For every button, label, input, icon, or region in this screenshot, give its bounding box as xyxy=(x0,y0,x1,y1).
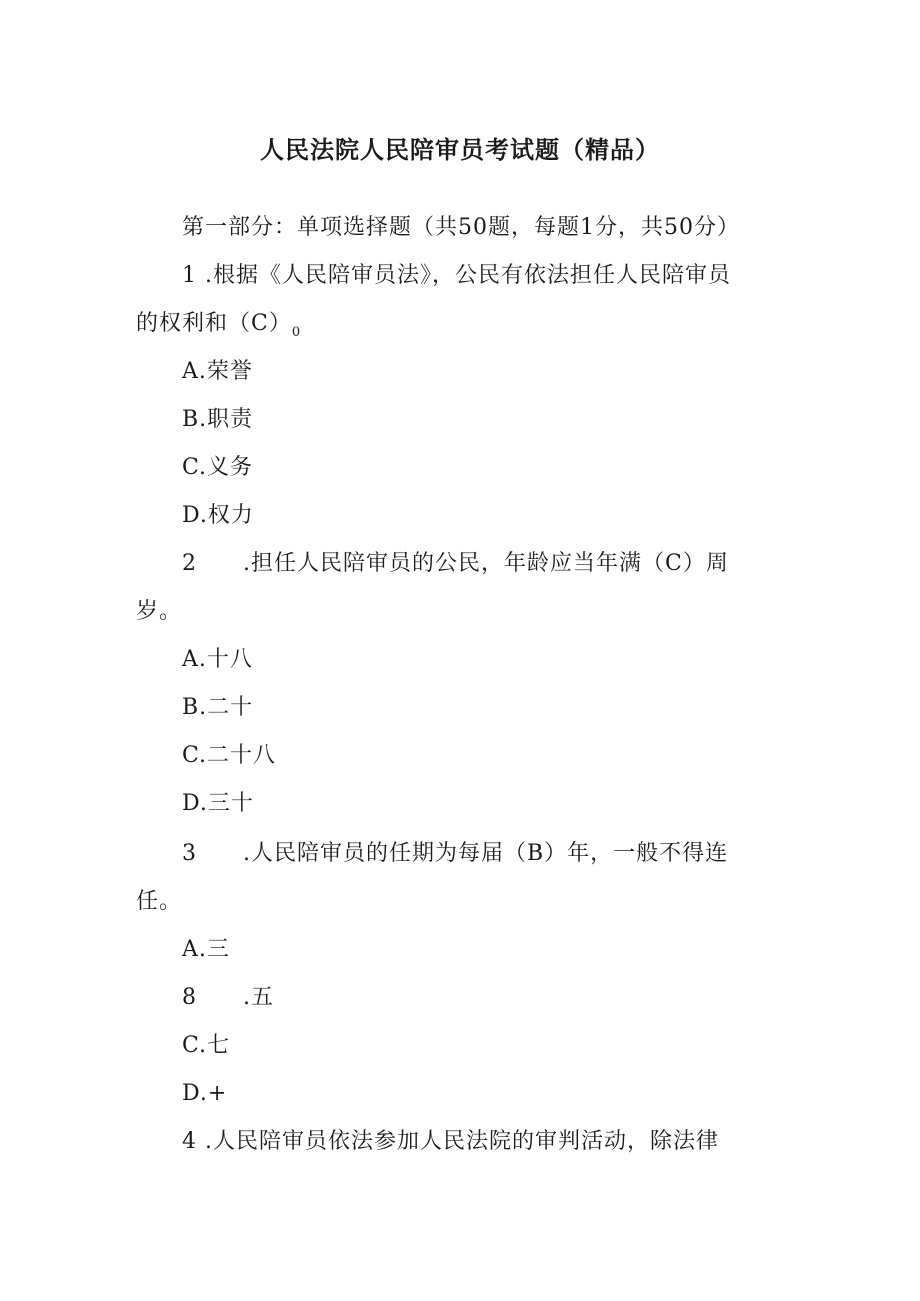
question-1-option-a: A.荣誉 xyxy=(182,359,253,384)
question-3-option-a: A.三 xyxy=(182,937,230,962)
section-heading: 第一部分：单项选择题（共50题，每题1分，共50分） xyxy=(182,215,740,240)
question-2-text: .担任人民陪审员的公民，年龄应当年满（C）周 xyxy=(243,551,729,576)
question-2-option-d: D.三十 xyxy=(182,791,254,816)
question-1-suffix: 0 xyxy=(291,325,302,340)
question-3-option-b xyxy=(182,982,274,1014)
question-1-option-c: C.义务 xyxy=(182,455,254,480)
question-4-line-1 xyxy=(182,1126,719,1158)
question-1-option-d: D.权力 xyxy=(182,503,254,528)
question-3-line-2: 任。 xyxy=(136,889,183,914)
question-3-option-b-text: .五 xyxy=(243,985,274,1010)
question-1-line-1 xyxy=(182,260,731,292)
question-4-text: .人民陪审员依法参加人民法院的审判活动，除法律 xyxy=(205,1129,719,1154)
question-4-number: 4 xyxy=(182,1129,197,1154)
question-2-option-c: C.二十八 xyxy=(182,743,277,768)
question-1-option-b: B.职责 xyxy=(182,407,254,432)
question-2-option-a: A.十八 xyxy=(182,647,253,672)
question-2-option-b: B.二十 xyxy=(182,695,254,720)
question-3-option-b-number: 8 xyxy=(182,985,197,1010)
question-3-line-1 xyxy=(182,838,728,870)
question-2-line-1 xyxy=(182,548,729,580)
question-3-option-c: C.七 xyxy=(182,1033,231,1058)
question-2-number: 2 xyxy=(182,551,197,576)
question-1-line-2 xyxy=(136,308,301,349)
question-2-line-2: 岁。 xyxy=(136,599,183,624)
question-1-text: .根据《人民陪审员法》，公民有依法担任人民陪审员 xyxy=(205,263,731,288)
document-title: 人民法院人民陪审员考试题（精品） xyxy=(260,135,660,164)
question-1-number: 1 xyxy=(182,263,197,288)
question-3-text: .人民陪审员的任期为每届（B）年，一般不得连 xyxy=(243,841,729,866)
question-3-number: 3 xyxy=(182,841,197,866)
question-1-text-cont: 的权利和（C） xyxy=(136,311,292,336)
question-3-option-d: D.+ xyxy=(182,1081,228,1106)
